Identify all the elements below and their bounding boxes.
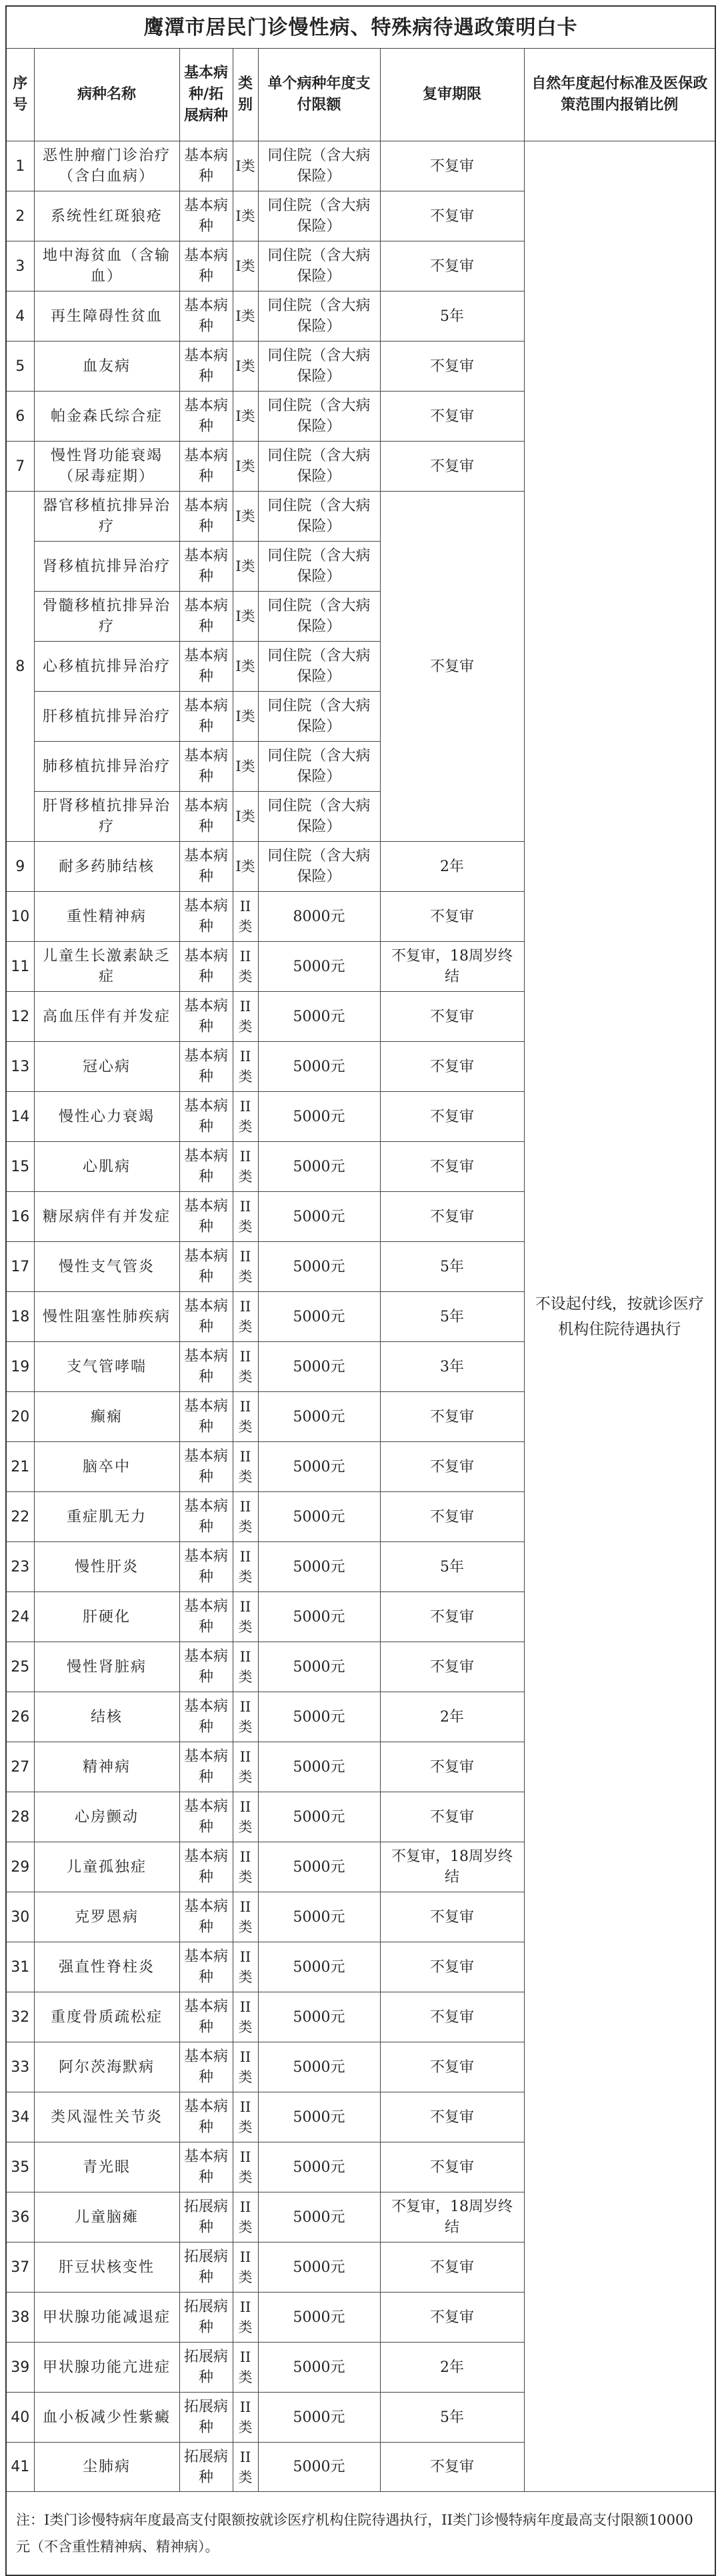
payment-limit: 5000元 xyxy=(258,1492,380,1542)
payment-limit: 5000元 xyxy=(258,2042,380,2092)
disease-class: II类 xyxy=(233,1642,258,1692)
disease-type: 基本病种 xyxy=(179,1692,233,1742)
row-number: 7 xyxy=(6,442,34,492)
disease-class: II类 xyxy=(233,1792,258,1842)
disease-type: 基本病种 xyxy=(179,842,233,892)
disease-type: 基本病种 xyxy=(179,642,233,692)
disease-class: I类 xyxy=(233,342,258,392)
disease-class: II类 xyxy=(233,1742,258,1792)
disease-name: 强直性脊柱炎 xyxy=(34,1942,179,1992)
disease-class: II类 xyxy=(233,2092,258,2142)
review-period: 不复审 xyxy=(380,892,524,942)
disease-class: II类 xyxy=(233,2242,258,2293)
review-period: 不复审 xyxy=(380,1192,524,1242)
payment-limit: 同住院（含大病保险） xyxy=(258,291,380,342)
review-period: 不复审 xyxy=(380,2443,524,2492)
review-period: 5年 xyxy=(380,2393,524,2443)
payment-limit: 同住院（含大病保险） xyxy=(258,792,380,842)
disease-name: 高血压伴有并发症 xyxy=(34,992,179,1042)
disease-type: 基本病种 xyxy=(179,792,233,842)
disease-name: 慢性肾功能衰竭（尿毒症期） xyxy=(34,442,179,492)
review-period: 不复审 xyxy=(380,1642,524,1692)
disease-name: 结核 xyxy=(34,1692,179,1742)
row-number: 3 xyxy=(6,241,34,291)
disease-name: 慢性肾脏病 xyxy=(34,1642,179,1692)
disease-name: 重症肌无力 xyxy=(34,1492,179,1542)
row-number: 14 xyxy=(6,1092,34,1142)
payment-limit: 5000元 xyxy=(258,1242,380,1292)
disease-type: 基本病种 xyxy=(179,992,233,1042)
disease-type: 拓展病种 xyxy=(179,2343,233,2393)
disease-name: 肝豆状核变性 xyxy=(34,2242,179,2293)
review-period: 不复审，18周岁终结 xyxy=(380,942,524,992)
payment-limit: 5000元 xyxy=(258,1842,380,1892)
payment-limit: 5000元 xyxy=(258,1642,380,1692)
payment-limit: 同住院（含大病保险） xyxy=(258,742,380,792)
payment-limit: 5000元 xyxy=(258,1892,380,1942)
header-name: 病种名称 xyxy=(34,49,179,141)
review-period: 不复审 xyxy=(380,342,524,392)
review-period: 不复审 xyxy=(380,141,524,191)
payment-limit: 5000元 xyxy=(258,1992,380,2042)
disease-class: II类 xyxy=(233,2293,258,2343)
row-number: 28 xyxy=(6,1792,34,1842)
payment-limit: 5000元 xyxy=(258,1292,380,1342)
disease-name: 儿童孤独症 xyxy=(34,1842,179,1892)
disease-class: II类 xyxy=(233,1342,258,1392)
disease-name: 器官移植抗排异治疗 xyxy=(34,492,179,542)
header-class: 类别 xyxy=(233,49,258,141)
disease-type: 基本病种 xyxy=(179,1142,233,1192)
payment-limit: 5000元 xyxy=(258,1092,380,1142)
disease-name: 心房颤动 xyxy=(34,1792,179,1842)
review-period: 不复审 xyxy=(380,1392,524,1442)
disease-name: 地中海贫血（含输血） xyxy=(34,241,179,291)
disease-type: 基本病种 xyxy=(179,492,233,542)
disease-type: 基本病种 xyxy=(179,241,233,291)
review-period: 不复审 xyxy=(380,1592,524,1642)
disease-class: I类 xyxy=(233,842,258,892)
disease-name: 甲状腺功能减退症 xyxy=(34,2293,179,2343)
payment-limit: 同住院（含大病保险） xyxy=(258,692,380,742)
disease-class: II类 xyxy=(233,1842,258,1892)
review-period: 不复审 xyxy=(380,1142,524,1192)
disease-class: II类 xyxy=(233,1542,258,1592)
disease-type: 基本病种 xyxy=(179,742,233,792)
disease-name: 恶性肿瘤门诊治疗（含白血病） xyxy=(34,141,179,191)
disease-class: II类 xyxy=(233,992,258,1042)
disease-class: II类 xyxy=(233,2142,258,2192)
disease-class: II类 xyxy=(233,1042,258,1092)
disease-class: II类 xyxy=(233,2393,258,2443)
row-number: 25 xyxy=(6,1642,34,1692)
row-number: 35 xyxy=(6,2142,34,2192)
disease-class: I类 xyxy=(233,141,258,191)
disease-name: 慢性支气管炎 xyxy=(34,1242,179,1292)
payment-limit: 同住院（含大病保险） xyxy=(258,392,380,442)
review-period: 不复审 xyxy=(380,1042,524,1092)
payment-limit: 5000元 xyxy=(258,2293,380,2343)
disease-type: 基本病种 xyxy=(179,1592,233,1642)
row-number: 32 xyxy=(6,1992,34,2042)
row-number: 33 xyxy=(6,2042,34,2092)
disease-class: II类 xyxy=(233,1292,258,1342)
row-number: 18 xyxy=(6,1292,34,1342)
disease-name: 慢性肝炎 xyxy=(34,1542,179,1592)
payment-limit: 同住院（含大病保险） xyxy=(258,542,380,592)
row-number: 40 xyxy=(6,2393,34,2443)
review-period: 不复审 xyxy=(380,2042,524,2092)
payment-limit: 5000元 xyxy=(258,1392,380,1442)
review-period: 5年 xyxy=(380,1242,524,1292)
disease-name: 儿童生长激素缺乏症 xyxy=(34,942,179,992)
disease-class: II类 xyxy=(233,2042,258,2092)
payment-limit: 同住院（含大病保险） xyxy=(258,191,380,241)
payment-limit: 5000元 xyxy=(258,1942,380,1992)
policy-table xyxy=(5,5,716,2576)
row-number: 17 xyxy=(6,1242,34,1292)
disease-class: II类 xyxy=(233,942,258,992)
disease-class: II类 xyxy=(233,1492,258,1542)
disease-name: 儿童脑瘫 xyxy=(34,2192,179,2242)
row-number: 34 xyxy=(6,2092,34,2142)
disease-type: 基本病种 xyxy=(179,1942,233,1992)
row-number: 5 xyxy=(6,342,34,392)
review-period: 不复审 xyxy=(380,1792,524,1842)
disease-type: 基本病种 xyxy=(179,1542,233,1592)
disease-type: 基本病种 xyxy=(179,1442,233,1492)
review-period: 不复审 xyxy=(380,992,524,1042)
disease-name: 支气管哮喘 xyxy=(34,1342,179,1392)
disease-type: 基本病种 xyxy=(179,2042,233,2092)
disease-class: II类 xyxy=(233,1692,258,1742)
disease-type: 基本病种 xyxy=(179,1242,233,1292)
header-standard: 自然年度起付标准及医保政策范围内报销比例 xyxy=(524,49,715,141)
payment-limit: 同住院（含大病保险） xyxy=(258,141,380,191)
disease-type: 基本病种 xyxy=(179,291,233,342)
row-number: 23 xyxy=(6,1542,34,1592)
row-number: 6 xyxy=(6,392,34,442)
payment-limit: 5000元 xyxy=(258,992,380,1042)
disease-name: 系统性红斑狼疮 xyxy=(34,191,179,241)
disease-type: 基本病种 xyxy=(179,1842,233,1892)
payment-limit: 同住院（含大病保险） xyxy=(258,342,380,392)
row-number: 12 xyxy=(6,992,34,1042)
disease-type: 基本病种 xyxy=(179,1892,233,1942)
disease-type: 基本病种 xyxy=(179,1192,233,1242)
row-number: 9 xyxy=(6,842,34,892)
payment-limit: 5000元 xyxy=(258,1042,380,1092)
row-number: 10 xyxy=(6,892,34,942)
payment-limit: 5000元 xyxy=(258,2192,380,2242)
disease-name: 心肌病 xyxy=(34,1142,179,1192)
row-number: 20 xyxy=(6,1392,34,1442)
review-period: 不复审，18周岁终结 xyxy=(380,2192,524,2242)
disease-class: I类 xyxy=(233,742,258,792)
disease-type: 基本病种 xyxy=(179,1392,233,1442)
disease-type: 基本病种 xyxy=(179,1092,233,1142)
row-number: 15 xyxy=(6,1142,34,1192)
row-number: 24 xyxy=(6,1592,34,1642)
disease-class: II类 xyxy=(233,1192,258,1242)
disease-type: 基本病种 xyxy=(179,1792,233,1842)
payment-limit: 5000元 xyxy=(258,2242,380,2293)
disease-class: II类 xyxy=(233,2343,258,2393)
disease-name: 骨髓移植抗排异治疗 xyxy=(34,592,179,642)
disease-class: II类 xyxy=(233,1142,258,1192)
header-review: 复审期限 xyxy=(380,49,524,141)
review-period: 2年 xyxy=(380,2343,524,2393)
disease-name: 阿尔茨海默病 xyxy=(34,2042,179,2092)
review-period: 不复审 xyxy=(380,2142,524,2192)
disease-name: 尘肺病 xyxy=(34,2443,179,2492)
disease-name: 心移植抗排异治疗 xyxy=(34,642,179,692)
disease-class: II类 xyxy=(233,1992,258,2042)
review-period: 不复审，18周岁终结 xyxy=(380,1842,524,1892)
review-period: 不复审 xyxy=(380,1492,524,1542)
disease-name: 肺移植抗排异治疗 xyxy=(34,742,179,792)
disease-class: II类 xyxy=(233,892,258,942)
row-number: 16 xyxy=(6,1192,34,1242)
review-period: 不复审 xyxy=(380,1442,524,1492)
disease-class: II类 xyxy=(233,1892,258,1942)
disease-type: 基本病种 xyxy=(179,342,233,392)
disease-type: 基本病种 xyxy=(179,1992,233,2042)
review-period: 2年 xyxy=(380,1692,524,1742)
footnote: 注：I类门诊慢特病年度最高支付限额按就诊医疗机构住院待遇执行，II类门诊慢特病年度最高支付限额10000元（不含重性精神病、精神病）。 xyxy=(6,2492,715,2576)
disease-name: 肝硬化 xyxy=(34,1592,179,1642)
payment-limit: 5000元 xyxy=(258,1792,380,1842)
header-seq: 序号 xyxy=(6,49,34,141)
payment-limit: 5000元 xyxy=(258,1692,380,1742)
disease-type: 基本病种 xyxy=(179,1742,233,1792)
row-number: 21 xyxy=(6,1442,34,1492)
header-limit: 单个病种年度支付限额 xyxy=(258,49,380,141)
payment-limit: 5000元 xyxy=(258,1142,380,1192)
row-number: 30 xyxy=(6,1892,34,1942)
disease-class: I类 xyxy=(233,592,258,642)
disease-type: 拓展病种 xyxy=(179,2293,233,2343)
row-number: 26 xyxy=(6,1692,34,1742)
payment-limit: 同住院（含大病保险） xyxy=(258,492,380,542)
disease-class: II类 xyxy=(233,1242,258,1292)
row-number: 37 xyxy=(6,2242,34,2293)
disease-name: 甲状腺功能亢进症 xyxy=(34,2343,179,2393)
review-period: 不复审 xyxy=(380,2092,524,2142)
payment-limit: 5000元 xyxy=(258,2443,380,2492)
disease-type: 基本病种 xyxy=(179,191,233,241)
disease-class: II类 xyxy=(233,1092,258,1142)
disease-type: 基本病种 xyxy=(179,542,233,592)
disease-type: 基本病种 xyxy=(179,1292,233,1342)
disease-class: II类 xyxy=(233,1442,258,1492)
row-number: 13 xyxy=(6,1042,34,1092)
disease-name: 糖尿病伴有并发症 xyxy=(34,1192,179,1242)
row-number: 4 xyxy=(6,291,34,342)
row-number: 39 xyxy=(6,2343,34,2393)
disease-type: 基本病种 xyxy=(179,1042,233,1092)
row-number: 22 xyxy=(6,1492,34,1542)
payment-limit: 5000元 xyxy=(258,1542,380,1592)
row-number: 41 xyxy=(6,2443,34,2492)
review-period: 5年 xyxy=(380,1292,524,1342)
disease-name: 精神病 xyxy=(34,1742,179,1792)
payment-limit: 5000元 xyxy=(258,2343,380,2393)
disease-type: 拓展病种 xyxy=(179,2393,233,2443)
header-type: 基本病种/拓展病种 xyxy=(179,49,233,141)
disease-type: 基本病种 xyxy=(179,2142,233,2192)
disease-class: I类 xyxy=(233,291,258,342)
disease-name: 慢性阻塞性肺疾病 xyxy=(34,1292,179,1342)
disease-class: II类 xyxy=(233,2443,258,2492)
disease-type: 基本病种 xyxy=(179,2092,233,2142)
disease-name: 帕金森氏综合症 xyxy=(34,392,179,442)
review-period: 不复审 xyxy=(380,442,524,492)
disease-name: 重度骨质疏松症 xyxy=(34,1992,179,2042)
payment-limit: 同住院（含大病保险） xyxy=(258,592,380,642)
review-period: 不复审 xyxy=(380,1942,524,1992)
payment-limit: 5000元 xyxy=(258,1342,380,1392)
review-period: 不复审 xyxy=(380,1892,524,1942)
review-period: 不复审 xyxy=(380,392,524,442)
disease-name: 重性精神病 xyxy=(34,892,179,942)
disease-class: II类 xyxy=(233,1942,258,1992)
disease-name: 脑卒中 xyxy=(34,1442,179,1492)
table-body xyxy=(6,141,715,2492)
payment-limit: 8000元 xyxy=(258,892,380,942)
row-number: 27 xyxy=(6,1742,34,1792)
reimbursement-standard: 不设起付线，按就诊医疗机构住院待遇执行 xyxy=(524,141,715,2492)
disease-class: I类 xyxy=(233,492,258,542)
disease-name: 癫痫 xyxy=(34,1392,179,1442)
disease-name: 血友病 xyxy=(34,342,179,392)
disease-type: 拓展病种 xyxy=(179,2192,233,2242)
disease-type: 基本病种 xyxy=(179,1642,233,1692)
disease-type: 基本病种 xyxy=(179,692,233,742)
disease-class: I类 xyxy=(233,642,258,692)
payment-limit: 同住院（含大病保险） xyxy=(258,241,380,291)
disease-name: 耐多药肺结核 xyxy=(34,842,179,892)
review-period: 不复审 xyxy=(380,2242,524,2293)
disease-type: 基本病种 xyxy=(179,592,233,642)
review-period: 3年 xyxy=(380,1342,524,1392)
review-period: 不复审 xyxy=(380,191,524,241)
disease-class: II类 xyxy=(233,2192,258,2242)
row-number: 29 xyxy=(6,1842,34,1892)
review-period: 不复审 xyxy=(380,241,524,291)
disease-class: I类 xyxy=(233,792,258,842)
payment-limit: 5000元 xyxy=(258,942,380,992)
disease-type: 拓展病种 xyxy=(179,2443,233,2492)
disease-type: 基本病种 xyxy=(179,1342,233,1392)
payment-limit: 同住院（含大病保险） xyxy=(258,642,380,692)
row-number: 19 xyxy=(6,1342,34,1392)
disease-type: 基本病种 xyxy=(179,141,233,191)
payment-limit: 同住院（含大病保险） xyxy=(258,842,380,892)
disease-class: I类 xyxy=(233,392,258,442)
table-row xyxy=(6,141,715,191)
payment-limit: 5000元 xyxy=(258,1192,380,1242)
row-number: 31 xyxy=(6,1942,34,1992)
review-period: 不复审 xyxy=(380,492,524,842)
row-number: 36 xyxy=(6,2192,34,2242)
payment-limit: 5000元 xyxy=(258,2142,380,2192)
disease-type: 基本病种 xyxy=(179,442,233,492)
review-period: 不复审 xyxy=(380,1092,524,1142)
review-period: 5年 xyxy=(380,291,524,342)
disease-name: 青光眼 xyxy=(34,2142,179,2192)
review-period: 不复审 xyxy=(380,2293,524,2343)
disease-class: I类 xyxy=(233,241,258,291)
disease-name: 血小板减少性紫癜 xyxy=(34,2393,179,2443)
row-number: 8 xyxy=(6,492,34,842)
review-period: 不复审 xyxy=(380,1742,524,1792)
payment-limit: 同住院（含大病保险） xyxy=(258,442,380,492)
review-period: 2年 xyxy=(380,842,524,892)
disease-name: 克罗恩病 xyxy=(34,1892,179,1942)
row-number: 38 xyxy=(6,2293,34,2343)
row-number: 1 xyxy=(6,141,34,191)
review-period: 不复审 xyxy=(380,1992,524,2042)
disease-name: 肾移植抗排异治疗 xyxy=(34,542,179,592)
payment-limit: 5000元 xyxy=(258,1742,380,1792)
disease-name: 肝肾移植抗排异治疗 xyxy=(34,792,179,842)
disease-type: 基本病种 xyxy=(179,892,233,942)
payment-limit: 5000元 xyxy=(258,2393,380,2443)
page-title: 鹰潭市居民门诊慢性病、特殊病待遇政策明白卡 xyxy=(6,6,715,49)
disease-name: 肝移植抗排异治疗 xyxy=(34,692,179,742)
payment-limit: 5000元 xyxy=(258,1442,380,1492)
disease-class: II类 xyxy=(233,1592,258,1642)
disease-type: 拓展病种 xyxy=(179,2242,233,2293)
disease-name: 慢性心力衰竭 xyxy=(34,1092,179,1142)
disease-type: 基本病种 xyxy=(179,942,233,992)
disease-name: 冠心病 xyxy=(34,1042,179,1092)
disease-class: I类 xyxy=(233,542,258,592)
disease-class: II类 xyxy=(233,1392,258,1442)
row-number: 11 xyxy=(6,942,34,992)
disease-name: 类风湿性关节炎 xyxy=(34,2092,179,2142)
disease-class: I类 xyxy=(233,191,258,241)
disease-class: I类 xyxy=(233,692,258,742)
payment-limit: 5000元 xyxy=(258,2092,380,2142)
disease-type: 基本病种 xyxy=(179,1492,233,1542)
review-period: 5年 xyxy=(380,1542,524,1592)
disease-class: I类 xyxy=(233,442,258,492)
disease-name: 再生障碍性贫血 xyxy=(34,291,179,342)
disease-type: 基本病种 xyxy=(179,392,233,442)
payment-limit: 5000元 xyxy=(258,1592,380,1642)
row-number: 2 xyxy=(6,191,34,241)
